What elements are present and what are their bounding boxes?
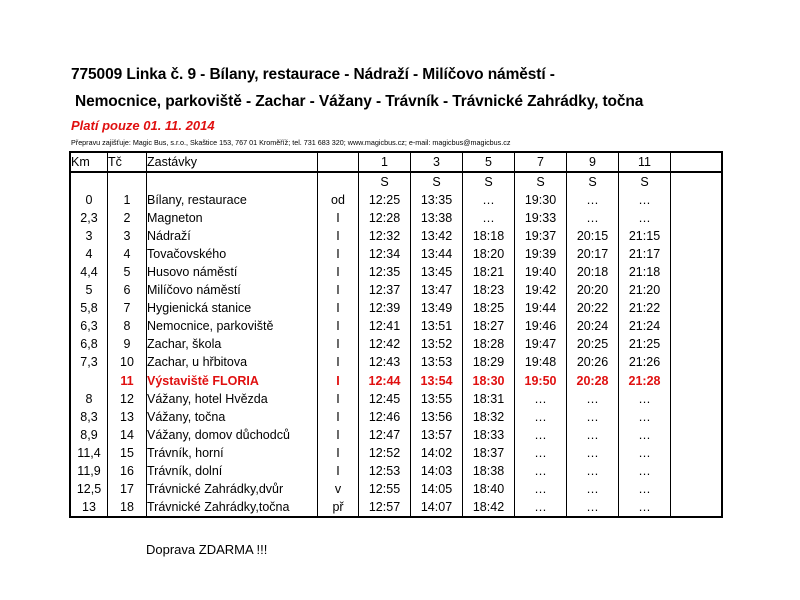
direction-cell: I xyxy=(318,444,359,462)
time-cell: 18:18 xyxy=(463,227,515,245)
carrier-info: Přepravu zajišťuje: Magic Bus, s.r.o., Skaštice 153, 767 01 Kroměříž; tel. 731 683 320; www.magicbus.cz; e-mail: magicbus@magicbus.cz xyxy=(71,138,511,147)
time-cell: 13:57 xyxy=(411,426,463,444)
validity-note: Platí pouze 01. 11. 2014 xyxy=(71,118,215,133)
empty-cell xyxy=(70,172,108,191)
time-cell: 12:45 xyxy=(359,390,411,408)
stop-name: Zachar, u hřbitova xyxy=(147,353,318,371)
time-cell: … xyxy=(515,426,567,444)
time-cell: 13:38 xyxy=(411,209,463,227)
time-cell: 13:35 xyxy=(411,191,463,209)
time-cell: … xyxy=(619,480,671,498)
stop-name: Trávnické Zahrádky,dvůr xyxy=(147,480,318,498)
time-cell: 20:26 xyxy=(567,353,619,371)
tc-cell: 14 xyxy=(108,426,147,444)
tc-cell: 18 xyxy=(108,498,147,517)
tc-cell: 7 xyxy=(108,299,147,317)
time-cell: 12:46 xyxy=(359,408,411,426)
direction-cell: I xyxy=(318,317,359,335)
tc-cell: 6 xyxy=(108,281,147,299)
trip-code: S xyxy=(567,172,619,191)
empty-cell xyxy=(671,335,723,353)
table-row xyxy=(70,408,722,426)
time-cell: … xyxy=(619,390,671,408)
stop-name: Trávník, dolní xyxy=(147,462,318,480)
time-cell: 21:20 xyxy=(619,281,671,299)
tc-cell: 5 xyxy=(108,263,147,281)
time-cell: 12:42 xyxy=(359,335,411,353)
empty-cell xyxy=(671,408,723,426)
time-cell: 19:47 xyxy=(515,335,567,353)
time-cell: … xyxy=(463,191,515,209)
table-header-row xyxy=(70,152,722,172)
empty-cell xyxy=(671,299,723,317)
table-row xyxy=(70,245,722,263)
stop-name: Tovačovského xyxy=(147,245,318,263)
time-cell: 13:52 xyxy=(411,335,463,353)
time-cell: … xyxy=(567,498,619,517)
time-cell: … xyxy=(567,480,619,498)
time-cell: 18:37 xyxy=(463,444,515,462)
time-cell: … xyxy=(619,498,671,517)
empty-cell xyxy=(671,172,723,191)
km-cell: 4,4 xyxy=(70,263,108,281)
time-cell: 21:25 xyxy=(619,335,671,353)
direction-cell: od xyxy=(318,191,359,209)
time-cell: 12:34 xyxy=(359,245,411,263)
time-cell: … xyxy=(619,408,671,426)
time-cell: 13:51 xyxy=(411,317,463,335)
stop-name: Hygienická stanice xyxy=(147,299,318,317)
stop-name: Vážany, domov důchodců xyxy=(147,426,318,444)
time-cell: 21:17 xyxy=(619,245,671,263)
time-cell: … xyxy=(567,191,619,209)
time-cell: 12:35 xyxy=(359,263,411,281)
time-cell: … xyxy=(463,209,515,227)
trip-code-row xyxy=(70,172,722,191)
time-cell: 21:18 xyxy=(619,263,671,281)
table-row xyxy=(70,480,722,498)
stop-name: Husovo náměstí xyxy=(147,263,318,281)
table-row xyxy=(70,353,722,371)
time-cell: 14:07 xyxy=(411,498,463,517)
time-cell: 18:31 xyxy=(463,390,515,408)
timetable xyxy=(69,151,723,518)
tc-cell: 10 xyxy=(108,353,147,371)
time-cell: 20:24 xyxy=(567,317,619,335)
time-cell: … xyxy=(619,426,671,444)
km-cell: 5 xyxy=(70,281,108,299)
table-row xyxy=(70,498,722,517)
empty-cell xyxy=(671,227,723,245)
stop-name: Vážany, točna xyxy=(147,408,318,426)
time-cell: … xyxy=(515,498,567,517)
time-cell: 13:55 xyxy=(411,390,463,408)
tc-cell: 4 xyxy=(108,245,147,263)
time-cell: 13:42 xyxy=(411,227,463,245)
table-row xyxy=(70,299,722,317)
time-cell: … xyxy=(567,444,619,462)
trip-code: S xyxy=(619,172,671,191)
empty-cell xyxy=(671,263,723,281)
time-cell: … xyxy=(515,390,567,408)
km-cell: 0 xyxy=(70,191,108,209)
tc-cell: 15 xyxy=(108,444,147,462)
direction-cell: I xyxy=(318,245,359,263)
time-cell: 13:45 xyxy=(411,263,463,281)
km-cell: 5,8 xyxy=(70,299,108,317)
time-cell: … xyxy=(567,426,619,444)
tc-cell: 17 xyxy=(108,480,147,498)
time-cell: 19:37 xyxy=(515,227,567,245)
direction-cell: I xyxy=(318,408,359,426)
tc-cell: 9 xyxy=(108,335,147,353)
km-header: Km xyxy=(70,152,108,172)
km-cell: 2,3 xyxy=(70,209,108,227)
direction-cell: př xyxy=(318,498,359,517)
tc-cell: 12 xyxy=(108,390,147,408)
time-cell: … xyxy=(515,444,567,462)
stop-name: Vážany, hotel Hvězda xyxy=(147,390,318,408)
direction-cell: I xyxy=(318,390,359,408)
empty-cell xyxy=(108,172,147,191)
trip-header: 11 xyxy=(619,152,671,172)
time-cell: 13:47 xyxy=(411,281,463,299)
time-cell: 18:38 xyxy=(463,462,515,480)
time-cell: 12:44 xyxy=(359,372,411,390)
time-cell: … xyxy=(515,462,567,480)
time-cell: 20:18 xyxy=(567,263,619,281)
free-transport-note: Doprava ZDARMA !!! xyxy=(146,542,268,557)
time-cell: 13:49 xyxy=(411,299,463,317)
time-cell: … xyxy=(567,462,619,480)
stop-name: Nádraží xyxy=(147,227,318,245)
km-cell: 6,8 xyxy=(70,335,108,353)
time-cell: 19:46 xyxy=(515,317,567,335)
time-cell: 18:40 xyxy=(463,480,515,498)
time-cell: 18:25 xyxy=(463,299,515,317)
time-cell: … xyxy=(619,444,671,462)
time-cell: … xyxy=(567,408,619,426)
time-cell: 19:40 xyxy=(515,263,567,281)
time-cell: … xyxy=(619,209,671,227)
time-cell: … xyxy=(619,191,671,209)
time-cell: … xyxy=(567,390,619,408)
km-cell: 8,9 xyxy=(70,426,108,444)
empty-cell xyxy=(671,444,723,462)
time-cell: 18:27 xyxy=(463,317,515,335)
time-cell: 21:22 xyxy=(619,299,671,317)
tc-cell: 16 xyxy=(108,462,147,480)
km-cell: 6,3 xyxy=(70,317,108,335)
direction-cell: I xyxy=(318,209,359,227)
direction-cell: I xyxy=(318,426,359,444)
time-cell: 14:05 xyxy=(411,480,463,498)
empty-header xyxy=(671,152,723,172)
time-cell: 19:33 xyxy=(515,209,567,227)
stop-name: Trávnické Zahrádky,točna xyxy=(147,498,318,517)
direction-cell: I xyxy=(318,227,359,245)
time-cell: 18:29 xyxy=(463,353,515,371)
time-cell: 21:15 xyxy=(619,227,671,245)
time-cell: 12:37 xyxy=(359,281,411,299)
trip-code: S xyxy=(411,172,463,191)
tc-cell: 11 xyxy=(108,372,147,390)
km-cell xyxy=(70,372,108,390)
time-cell: 20:20 xyxy=(567,281,619,299)
table-row xyxy=(70,317,722,335)
km-cell: 13 xyxy=(70,498,108,517)
time-cell: 12:57 xyxy=(359,498,411,517)
time-cell: 18:33 xyxy=(463,426,515,444)
time-cell: 12:53 xyxy=(359,462,411,480)
stop-name: Magneton xyxy=(147,209,318,227)
time-cell: 12:47 xyxy=(359,426,411,444)
time-cell: 19:50 xyxy=(515,372,567,390)
direction-header xyxy=(318,152,359,172)
km-cell: 8,3 xyxy=(70,408,108,426)
km-cell: 11,9 xyxy=(70,462,108,480)
tc-cell: 13 xyxy=(108,408,147,426)
stop-header: Zastávky xyxy=(147,152,318,172)
time-cell: … xyxy=(619,462,671,480)
empty-cell xyxy=(671,480,723,498)
time-cell: 18:21 xyxy=(463,263,515,281)
time-cell: 13:44 xyxy=(411,245,463,263)
direction-cell: I xyxy=(318,335,359,353)
empty-cell xyxy=(671,353,723,371)
time-cell: 12:25 xyxy=(359,191,411,209)
direction-cell: I xyxy=(318,462,359,480)
time-cell: 21:24 xyxy=(619,317,671,335)
tc-cell: 1 xyxy=(108,191,147,209)
time-cell: 19:42 xyxy=(515,281,567,299)
trip-code: S xyxy=(463,172,515,191)
empty-cell xyxy=(147,172,318,191)
time-cell: 18:23 xyxy=(463,281,515,299)
direction-cell: I xyxy=(318,353,359,371)
time-cell: 19:48 xyxy=(515,353,567,371)
stop-name: Milíčovo náměstí xyxy=(147,281,318,299)
time-cell: … xyxy=(567,209,619,227)
stop-name: Bílany, restaurace xyxy=(147,191,318,209)
time-cell: … xyxy=(515,480,567,498)
time-cell: 12:43 xyxy=(359,353,411,371)
tc-cell: 3 xyxy=(108,227,147,245)
stop-name: Trávník, horní xyxy=(147,444,318,462)
km-cell: 7,3 xyxy=(70,353,108,371)
time-cell: 12:41 xyxy=(359,317,411,335)
time-cell: 20:28 xyxy=(567,372,619,390)
time-cell: … xyxy=(515,408,567,426)
direction-cell: I xyxy=(318,372,359,390)
time-cell: 19:39 xyxy=(515,245,567,263)
time-cell: 19:30 xyxy=(515,191,567,209)
trip-header: 5 xyxy=(463,152,515,172)
table-row xyxy=(70,372,722,390)
time-cell: 18:32 xyxy=(463,408,515,426)
km-cell: 4 xyxy=(70,245,108,263)
table-row xyxy=(70,444,722,462)
direction-cell: I xyxy=(318,281,359,299)
time-cell: 20:17 xyxy=(567,245,619,263)
direction-cell: I xyxy=(318,263,359,281)
table-row xyxy=(70,227,722,245)
time-cell: 13:54 xyxy=(411,372,463,390)
empty-cell xyxy=(671,281,723,299)
empty-cell xyxy=(671,498,723,517)
trip-header: 9 xyxy=(567,152,619,172)
time-cell: 18:42 xyxy=(463,498,515,517)
timetable-title-line-2: Nemocnice, parkoviště - Zachar - Vážany - Trávník - Trávnické Zahrádky, točna xyxy=(75,93,644,110)
table-row xyxy=(70,390,722,408)
km-cell: 3 xyxy=(70,227,108,245)
empty-cell xyxy=(671,317,723,335)
table-row xyxy=(70,281,722,299)
table-row xyxy=(70,209,722,227)
trip-code: S xyxy=(515,172,567,191)
time-cell: 18:30 xyxy=(463,372,515,390)
empty-cell xyxy=(671,209,723,227)
time-cell: 12:55 xyxy=(359,480,411,498)
tc-header: Tč xyxy=(108,152,147,172)
table-row xyxy=(70,335,722,353)
table-row xyxy=(70,263,722,281)
km-cell: 8 xyxy=(70,390,108,408)
time-cell: 13:56 xyxy=(411,408,463,426)
km-cell: 11,4 xyxy=(70,444,108,462)
trip-code: S xyxy=(359,172,411,191)
timetable-title-line-1: 775009 Linka č. 9 - Bílany, restaurace - Nádraží - Milíčovo náměstí - xyxy=(71,66,555,83)
direction-cell: v xyxy=(318,480,359,498)
time-cell: 21:28 xyxy=(619,372,671,390)
table-row xyxy=(70,426,722,444)
time-cell: 20:25 xyxy=(567,335,619,353)
trip-header: 7 xyxy=(515,152,567,172)
time-cell: 14:02 xyxy=(411,444,463,462)
time-cell: 14:03 xyxy=(411,462,463,480)
time-cell: 18:28 xyxy=(463,335,515,353)
time-cell: 21:26 xyxy=(619,353,671,371)
time-cell: 13:53 xyxy=(411,353,463,371)
time-cell: 12:39 xyxy=(359,299,411,317)
empty-cell xyxy=(671,390,723,408)
empty-cell xyxy=(671,191,723,209)
empty-cell xyxy=(671,372,723,390)
trip-header: 1 xyxy=(359,152,411,172)
time-cell: 19:44 xyxy=(515,299,567,317)
time-cell: 20:22 xyxy=(567,299,619,317)
trip-header: 3 xyxy=(411,152,463,172)
time-cell: 20:15 xyxy=(567,227,619,245)
tc-cell: 2 xyxy=(108,209,147,227)
empty-cell xyxy=(318,172,359,191)
empty-cell xyxy=(671,426,723,444)
time-cell: 12:32 xyxy=(359,227,411,245)
time-cell: 12:28 xyxy=(359,209,411,227)
direction-cell: I xyxy=(318,299,359,317)
empty-cell xyxy=(671,245,723,263)
time-cell: 12:52 xyxy=(359,444,411,462)
stop-name: Výstaviště FLORIA xyxy=(147,372,318,390)
table-row xyxy=(70,462,722,480)
stop-name: Zachar, škola xyxy=(147,335,318,353)
tc-cell: 8 xyxy=(108,317,147,335)
stop-name: Nemocnice, parkoviště xyxy=(147,317,318,335)
km-cell: 12,5 xyxy=(70,480,108,498)
empty-cell xyxy=(671,462,723,480)
table-row xyxy=(70,191,722,209)
time-cell: 18:20 xyxy=(463,245,515,263)
